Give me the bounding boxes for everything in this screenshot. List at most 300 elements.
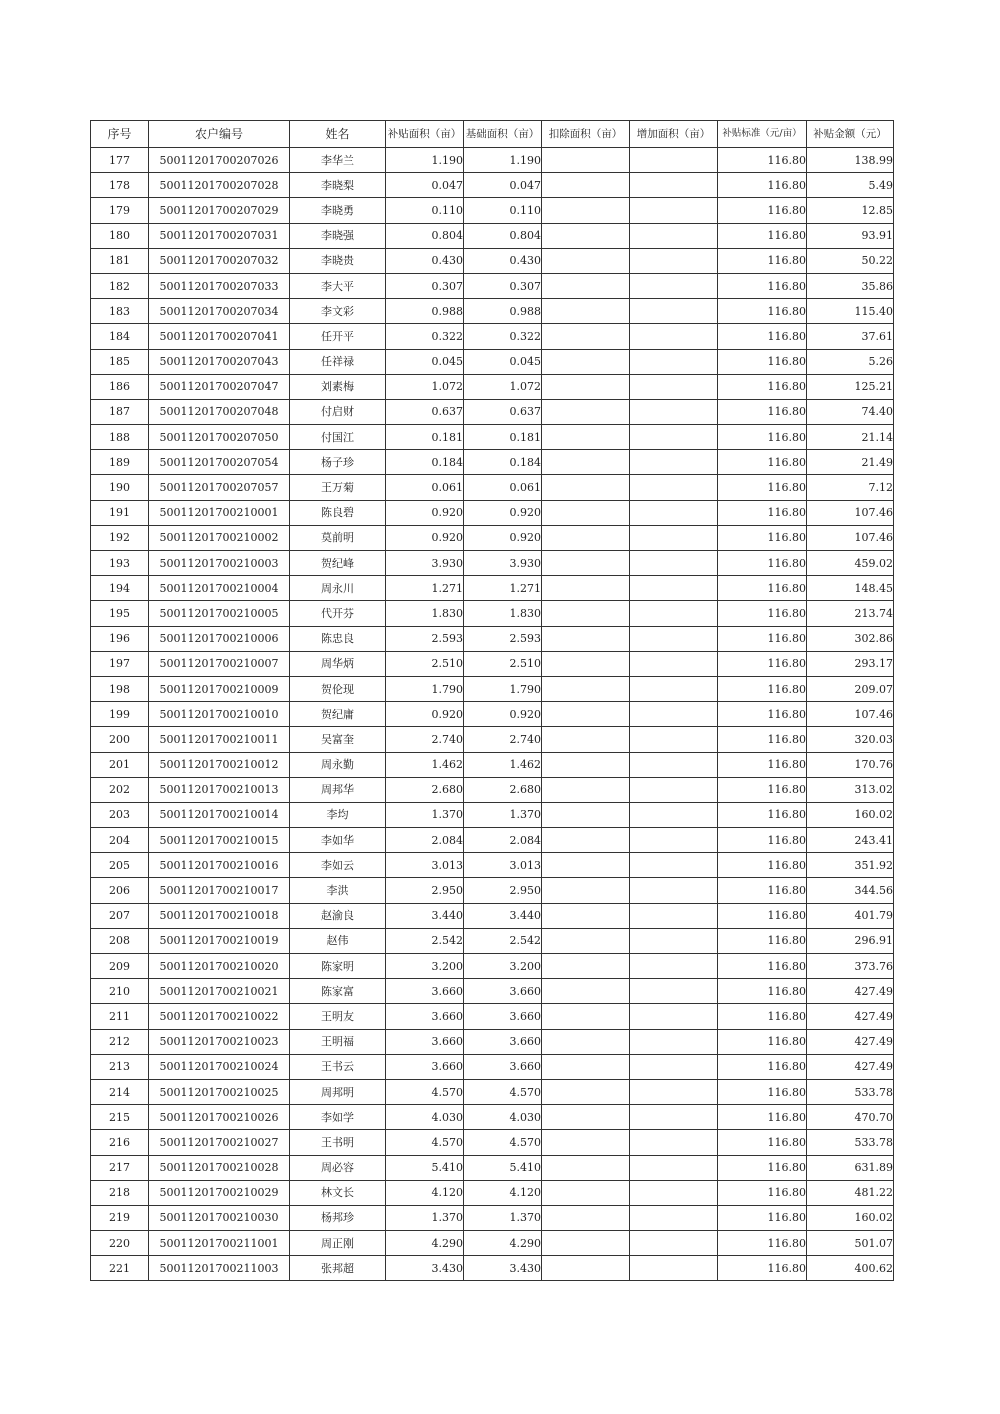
cell-subsidy-rate: 116.80 xyxy=(718,198,807,223)
cell-subsidy-rate: 116.80 xyxy=(718,551,807,576)
cell-subsidy-amount: 631.89 xyxy=(807,1155,894,1180)
cell-subsidy-area: 4.030 xyxy=(386,1105,464,1130)
cell-name: 贺伦现 xyxy=(290,676,386,701)
cell-subsidy-area: 4.120 xyxy=(386,1180,464,1205)
table-row xyxy=(91,273,894,298)
cell-household-id: 50011201700207057 xyxy=(149,475,290,500)
cell-subsidy-amount: 5.26 xyxy=(807,349,894,374)
cell-deducted-area xyxy=(542,425,630,450)
cell-name: 贺纪庸 xyxy=(290,702,386,727)
cell-deducted-area xyxy=(542,223,630,248)
cell-deducted-area xyxy=(542,1130,630,1155)
cell-deducted-area xyxy=(542,248,630,273)
cell-subsidy-area: 0.322 xyxy=(386,324,464,349)
cell-subsidy-area: 1.190 xyxy=(386,148,464,173)
header-subsidy-area: 补贴面积（亩） xyxy=(386,121,464,148)
cell-household-id: 50011201700210016 xyxy=(149,853,290,878)
cell-added-area xyxy=(630,551,718,576)
cell-subsidy-amount: 21.14 xyxy=(807,425,894,450)
cell-subsidy-area: 0.047 xyxy=(386,173,464,198)
table-row xyxy=(91,1054,894,1079)
cell-index: 179 xyxy=(91,198,149,223)
table-row xyxy=(91,651,894,676)
cell-deducted-area xyxy=(542,676,630,701)
cell-subsidy-amount: 373.76 xyxy=(807,954,894,979)
cell-name: 林文长 xyxy=(290,1180,386,1205)
cell-household-id: 50011201700210029 xyxy=(149,1180,290,1205)
cell-base-area: 1.790 xyxy=(464,676,542,701)
cell-name: 李文彩 xyxy=(290,299,386,324)
cell-subsidy-area: 0.181 xyxy=(386,425,464,450)
cell-added-area xyxy=(630,702,718,727)
cell-added-area xyxy=(630,1205,718,1230)
cell-subsidy-amount: 427.49 xyxy=(807,1054,894,1079)
cell-subsidy-rate: 116.80 xyxy=(718,702,807,727)
cell-household-id: 50011201700210030 xyxy=(149,1205,290,1230)
cell-deducted-area xyxy=(542,903,630,928)
cell-subsidy-area: 1.072 xyxy=(386,374,464,399)
cell-name: 李晓贵 xyxy=(290,248,386,273)
cell-base-area: 0.988 xyxy=(464,299,542,324)
cell-subsidy-amount: 344.56 xyxy=(807,878,894,903)
table-row xyxy=(91,702,894,727)
cell-subsidy-area: 1.271 xyxy=(386,576,464,601)
cell-household-id: 50011201700210013 xyxy=(149,777,290,802)
cell-subsidy-rate: 116.80 xyxy=(718,601,807,626)
cell-name: 李洪 xyxy=(290,878,386,903)
cell-household-id: 50011201700210023 xyxy=(149,1029,290,1054)
cell-subsidy-area: 0.988 xyxy=(386,299,464,324)
cell-base-area: 2.680 xyxy=(464,777,542,802)
cell-subsidy-area: 3.930 xyxy=(386,551,464,576)
cell-index: 178 xyxy=(91,173,149,198)
cell-subsidy-rate: 116.80 xyxy=(718,727,807,752)
cell-deducted-area xyxy=(542,802,630,827)
cell-deducted-area xyxy=(542,475,630,500)
cell-subsidy-amount: 293.17 xyxy=(807,651,894,676)
cell-name: 李如云 xyxy=(290,853,386,878)
cell-name: 李如华 xyxy=(290,828,386,853)
cell-deducted-area xyxy=(542,173,630,198)
cell-name: 付国江 xyxy=(290,425,386,450)
cell-subsidy-amount: 74.40 xyxy=(807,399,894,424)
cell-subsidy-rate: 116.80 xyxy=(718,676,807,701)
cell-base-area: 1.072 xyxy=(464,374,542,399)
cell-subsidy-rate: 116.80 xyxy=(718,223,807,248)
cell-subsidy-rate: 116.80 xyxy=(718,777,807,802)
cell-subsidy-area: 0.637 xyxy=(386,399,464,424)
cell-subsidy-area: 3.660 xyxy=(386,1054,464,1079)
cell-base-area: 2.593 xyxy=(464,626,542,651)
cell-subsidy-amount: 107.46 xyxy=(807,525,894,550)
cell-deducted-area xyxy=(542,551,630,576)
cell-deducted-area xyxy=(542,1256,630,1281)
cell-deducted-area xyxy=(542,878,630,903)
cell-added-area xyxy=(630,928,718,953)
cell-household-id: 50011201700210018 xyxy=(149,903,290,928)
cell-base-area: 0.061 xyxy=(464,475,542,500)
cell-name: 任开平 xyxy=(290,324,386,349)
cell-name: 刘素梅 xyxy=(290,374,386,399)
cell-subsidy-area: 2.680 xyxy=(386,777,464,802)
cell-added-area xyxy=(630,273,718,298)
cell-index: 198 xyxy=(91,676,149,701)
cell-subsidy-area: 3.660 xyxy=(386,1029,464,1054)
cell-household-id: 50011201700210017 xyxy=(149,878,290,903)
cell-base-area: 3.660 xyxy=(464,1004,542,1029)
cell-index: 221 xyxy=(91,1256,149,1281)
header-added-area: 增加面积（亩） xyxy=(630,121,718,148)
cell-name: 李华兰 xyxy=(290,148,386,173)
cell-name: 周正刚 xyxy=(290,1231,386,1256)
cell-added-area xyxy=(630,173,718,198)
cell-subsidy-amount: 107.46 xyxy=(807,500,894,525)
cell-index: 202 xyxy=(91,777,149,802)
cell-subsidy-amount: 160.02 xyxy=(807,802,894,827)
cell-added-area xyxy=(630,1130,718,1155)
cell-deducted-area xyxy=(542,273,630,298)
cell-household-id: 50011201700210010 xyxy=(149,702,290,727)
cell-subsidy-amount: 160.02 xyxy=(807,1205,894,1230)
cell-subsidy-rate: 116.80 xyxy=(718,1029,807,1054)
cell-base-area: 0.920 xyxy=(464,500,542,525)
table-row xyxy=(91,928,894,953)
cell-subsidy-rate: 116.80 xyxy=(718,374,807,399)
cell-subsidy-rate: 116.80 xyxy=(718,802,807,827)
cell-added-area xyxy=(630,828,718,853)
cell-subsidy-area: 2.593 xyxy=(386,626,464,651)
cell-name: 贺纪峰 xyxy=(290,551,386,576)
cell-name: 莫前明 xyxy=(290,525,386,550)
cell-subsidy-rate: 116.80 xyxy=(718,979,807,1004)
cell-index: 219 xyxy=(91,1205,149,1230)
cell-deducted-area xyxy=(542,626,630,651)
cell-added-area xyxy=(630,954,718,979)
cell-added-area xyxy=(630,651,718,676)
cell-household-id: 50011201700210002 xyxy=(149,525,290,550)
cell-subsidy-rate: 116.80 xyxy=(718,1256,807,1281)
cell-base-area: 1.830 xyxy=(464,601,542,626)
cell-name: 陈家富 xyxy=(290,979,386,1004)
cell-index: 196 xyxy=(91,626,149,651)
cell-subsidy-rate: 116.80 xyxy=(718,500,807,525)
cell-subsidy-rate: 116.80 xyxy=(718,878,807,903)
subsidy-table xyxy=(90,120,894,1281)
cell-added-area xyxy=(630,223,718,248)
cell-deducted-area xyxy=(542,525,630,550)
cell-subsidy-rate: 116.80 xyxy=(718,626,807,651)
cell-base-area: 3.440 xyxy=(464,903,542,928)
table-row xyxy=(91,475,894,500)
cell-base-area: 0.637 xyxy=(464,399,542,424)
cell-deducted-area xyxy=(542,349,630,374)
cell-name: 李晓梨 xyxy=(290,173,386,198)
cell-index: 186 xyxy=(91,374,149,399)
cell-household-id: 50011201700210004 xyxy=(149,576,290,601)
cell-subsidy-area: 1.462 xyxy=(386,752,464,777)
cell-added-area xyxy=(630,1054,718,1079)
cell-deducted-area xyxy=(542,1029,630,1054)
cell-subsidy-amount: 148.45 xyxy=(807,576,894,601)
cell-subsidy-rate: 116.80 xyxy=(718,576,807,601)
cell-name: 任祥禄 xyxy=(290,349,386,374)
table-row xyxy=(91,248,894,273)
cell-subsidy-rate: 116.80 xyxy=(718,273,807,298)
cell-household-id: 50011201700207033 xyxy=(149,273,290,298)
cell-household-id: 50011201700210021 xyxy=(149,979,290,1004)
cell-subsidy-amount: 427.49 xyxy=(807,1004,894,1029)
table-row xyxy=(91,324,894,349)
table-row xyxy=(91,1004,894,1029)
cell-subsidy-area: 2.950 xyxy=(386,878,464,903)
cell-subsidy-amount: 213.74 xyxy=(807,601,894,626)
cell-name: 王书云 xyxy=(290,1054,386,1079)
cell-subsidy-area: 1.830 xyxy=(386,601,464,626)
cell-index: 199 xyxy=(91,702,149,727)
table-row xyxy=(91,1079,894,1104)
cell-added-area xyxy=(630,399,718,424)
header-deducted-area: 扣除面积（亩） xyxy=(542,121,630,148)
cell-subsidy-rate: 116.80 xyxy=(718,1155,807,1180)
table-row xyxy=(91,752,894,777)
table-row xyxy=(91,1130,894,1155)
cell-added-area xyxy=(630,903,718,928)
cell-subsidy-rate: 116.80 xyxy=(718,752,807,777)
cell-index: 193 xyxy=(91,551,149,576)
cell-subsidy-area: 2.542 xyxy=(386,928,464,953)
cell-index: 197 xyxy=(91,651,149,676)
cell-index: 208 xyxy=(91,928,149,953)
cell-added-area xyxy=(630,1105,718,1130)
cell-subsidy-area: 0.045 xyxy=(386,349,464,374)
cell-household-id: 50011201700207043 xyxy=(149,349,290,374)
table-row xyxy=(91,727,894,752)
cell-index: 209 xyxy=(91,954,149,979)
cell-base-area: 0.181 xyxy=(464,425,542,450)
cell-household-id: 50011201700210028 xyxy=(149,1155,290,1180)
cell-index: 180 xyxy=(91,223,149,248)
cell-subsidy-amount: 320.03 xyxy=(807,727,894,752)
cell-index: 210 xyxy=(91,979,149,1004)
cell-household-id: 50011201700210009 xyxy=(149,676,290,701)
cell-household-id: 50011201700207047 xyxy=(149,374,290,399)
cell-base-area: 5.410 xyxy=(464,1155,542,1180)
cell-household-id: 50011201700207032 xyxy=(149,248,290,273)
cell-household-id: 50011201700210022 xyxy=(149,1004,290,1029)
cell-name: 李晓勇 xyxy=(290,198,386,223)
cell-deducted-area xyxy=(542,979,630,1004)
cell-name: 付启财 xyxy=(290,399,386,424)
cell-household-id: 50011201700210025 xyxy=(149,1079,290,1104)
cell-subsidy-rate: 116.80 xyxy=(718,651,807,676)
cell-index: 182 xyxy=(91,273,149,298)
cell-base-area: 0.920 xyxy=(464,525,542,550)
table-row xyxy=(91,1205,894,1230)
cell-subsidy-area: 0.110 xyxy=(386,198,464,223)
cell-added-area xyxy=(630,324,718,349)
cell-deducted-area xyxy=(542,1054,630,1079)
cell-name: 王书明 xyxy=(290,1130,386,1155)
cell-subsidy-rate: 116.80 xyxy=(718,248,807,273)
cell-deducted-area xyxy=(542,601,630,626)
cell-deducted-area xyxy=(542,752,630,777)
cell-base-area: 0.045 xyxy=(464,349,542,374)
cell-added-area xyxy=(630,349,718,374)
cell-base-area: 0.322 xyxy=(464,324,542,349)
cell-name: 周永川 xyxy=(290,576,386,601)
cell-index: 181 xyxy=(91,248,149,273)
cell-household-id: 50011201700210020 xyxy=(149,954,290,979)
cell-deducted-area xyxy=(542,198,630,223)
cell-index: 191 xyxy=(91,500,149,525)
cell-base-area: 2.950 xyxy=(464,878,542,903)
table-row xyxy=(91,979,894,1004)
cell-base-area: 2.084 xyxy=(464,828,542,853)
cell-subsidy-rate: 116.80 xyxy=(718,399,807,424)
cell-subsidy-rate: 116.80 xyxy=(718,1004,807,1029)
cell-index: 188 xyxy=(91,425,149,450)
cell-deducted-area xyxy=(542,450,630,475)
cell-added-area xyxy=(630,777,718,802)
cell-index: 203 xyxy=(91,802,149,827)
cell-subsidy-area: 4.290 xyxy=(386,1231,464,1256)
cell-subsidy-amount: 533.78 xyxy=(807,1079,894,1104)
cell-subsidy-rate: 116.80 xyxy=(718,1130,807,1155)
cell-base-area: 2.542 xyxy=(464,928,542,953)
cell-subsidy-rate: 116.80 xyxy=(718,349,807,374)
cell-added-area xyxy=(630,299,718,324)
cell-household-id: 50011201700207054 xyxy=(149,450,290,475)
cell-household-id: 50011201700210011 xyxy=(149,727,290,752)
cell-base-area: 0.184 xyxy=(464,450,542,475)
cell-index: 212 xyxy=(91,1029,149,1054)
cell-added-area xyxy=(630,248,718,273)
table-row xyxy=(91,1155,894,1180)
cell-index: 189 xyxy=(91,450,149,475)
table-row xyxy=(91,601,894,626)
cell-subsidy-area: 4.570 xyxy=(386,1130,464,1155)
table-row xyxy=(91,626,894,651)
cell-deducted-area xyxy=(542,1105,630,1130)
cell-subsidy-rate: 116.80 xyxy=(718,173,807,198)
cell-name: 周华炳 xyxy=(290,651,386,676)
table-row xyxy=(91,551,894,576)
cell-base-area: 0.430 xyxy=(464,248,542,273)
cell-added-area xyxy=(630,525,718,550)
cell-subsidy-area: 1.790 xyxy=(386,676,464,701)
cell-added-area xyxy=(630,576,718,601)
cell-subsidy-amount: 296.91 xyxy=(807,928,894,953)
cell-base-area: 0.804 xyxy=(464,223,542,248)
cell-index: 187 xyxy=(91,399,149,424)
cell-added-area xyxy=(630,1004,718,1029)
table-row xyxy=(91,425,894,450)
cell-household-id: 50011201700207029 xyxy=(149,198,290,223)
cell-subsidy-rate: 116.80 xyxy=(718,1180,807,1205)
cell-subsidy-amount: 400.62 xyxy=(807,1256,894,1281)
table-row xyxy=(91,853,894,878)
table-row xyxy=(91,148,894,173)
table-row xyxy=(91,1105,894,1130)
cell-household-id: 50011201700207026 xyxy=(149,148,290,173)
cell-deducted-area xyxy=(542,928,630,953)
cell-subsidy-area: 3.200 xyxy=(386,954,464,979)
cell-subsidy-rate: 116.80 xyxy=(718,148,807,173)
cell-subsidy-area: 0.804 xyxy=(386,223,464,248)
cell-subsidy-amount: 37.61 xyxy=(807,324,894,349)
cell-subsidy-area: 0.920 xyxy=(386,500,464,525)
cell-subsidy-amount: 21.49 xyxy=(807,450,894,475)
cell-subsidy-area: 4.570 xyxy=(386,1079,464,1104)
cell-added-area xyxy=(630,148,718,173)
cell-deducted-area xyxy=(542,576,630,601)
cell-name: 王万菊 xyxy=(290,475,386,500)
cell-subsidy-area: 5.410 xyxy=(386,1155,464,1180)
cell-deducted-area xyxy=(542,324,630,349)
cell-index: 217 xyxy=(91,1155,149,1180)
cell-deducted-area xyxy=(542,1155,630,1180)
cell-subsidy-area: 3.430 xyxy=(386,1256,464,1281)
cell-subsidy-area: 1.370 xyxy=(386,802,464,827)
cell-household-id: 50011201700207034 xyxy=(149,299,290,324)
subsidy-sheet xyxy=(90,120,894,1281)
cell-index: 177 xyxy=(91,148,149,173)
cell-base-area: 3.430 xyxy=(464,1256,542,1281)
cell-index: 183 xyxy=(91,299,149,324)
cell-name: 李晓强 xyxy=(290,223,386,248)
cell-subsidy-amount: 5.49 xyxy=(807,173,894,198)
cell-subsidy-amount: 533.78 xyxy=(807,1130,894,1155)
header-name: 姓名 xyxy=(290,121,386,148)
cell-index: 206 xyxy=(91,878,149,903)
cell-subsidy-amount: 243.41 xyxy=(807,828,894,853)
cell-added-area xyxy=(630,1079,718,1104)
cell-household-id: 50011201700210024 xyxy=(149,1054,290,1079)
cell-base-area: 0.047 xyxy=(464,173,542,198)
cell-name: 李均 xyxy=(290,802,386,827)
cell-deducted-area xyxy=(542,1079,630,1104)
cell-subsidy-area: 0.061 xyxy=(386,475,464,500)
cell-subsidy-rate: 116.80 xyxy=(718,853,807,878)
cell-subsidy-amount: 35.86 xyxy=(807,273,894,298)
cell-index: 216 xyxy=(91,1130,149,1155)
cell-name: 张邦超 xyxy=(290,1256,386,1281)
cell-subsidy-rate: 116.80 xyxy=(718,1105,807,1130)
cell-subsidy-amount: 125.21 xyxy=(807,374,894,399)
cell-subsidy-area: 0.430 xyxy=(386,248,464,273)
cell-name: 陈良碧 xyxy=(290,500,386,525)
table-row xyxy=(91,525,894,550)
cell-subsidy-rate: 116.80 xyxy=(718,828,807,853)
cell-added-area xyxy=(630,878,718,903)
cell-subsidy-area: 3.013 xyxy=(386,853,464,878)
cell-base-area: 3.660 xyxy=(464,1029,542,1054)
cell-deducted-area xyxy=(542,651,630,676)
cell-subsidy-rate: 116.80 xyxy=(718,1231,807,1256)
header-base-area: 基础面积（亩） xyxy=(464,121,542,148)
cell-name: 周邦明 xyxy=(290,1079,386,1104)
cell-name: 吴富奎 xyxy=(290,727,386,752)
cell-index: 190 xyxy=(91,475,149,500)
cell-household-id: 50011201700210014 xyxy=(149,802,290,827)
cell-added-area xyxy=(630,752,718,777)
cell-deducted-area xyxy=(542,1180,630,1205)
cell-index: 200 xyxy=(91,727,149,752)
cell-subsidy-amount: 93.91 xyxy=(807,223,894,248)
cell-base-area: 1.271 xyxy=(464,576,542,601)
cell-subsidy-area: 1.370 xyxy=(386,1205,464,1230)
cell-base-area: 3.660 xyxy=(464,979,542,1004)
